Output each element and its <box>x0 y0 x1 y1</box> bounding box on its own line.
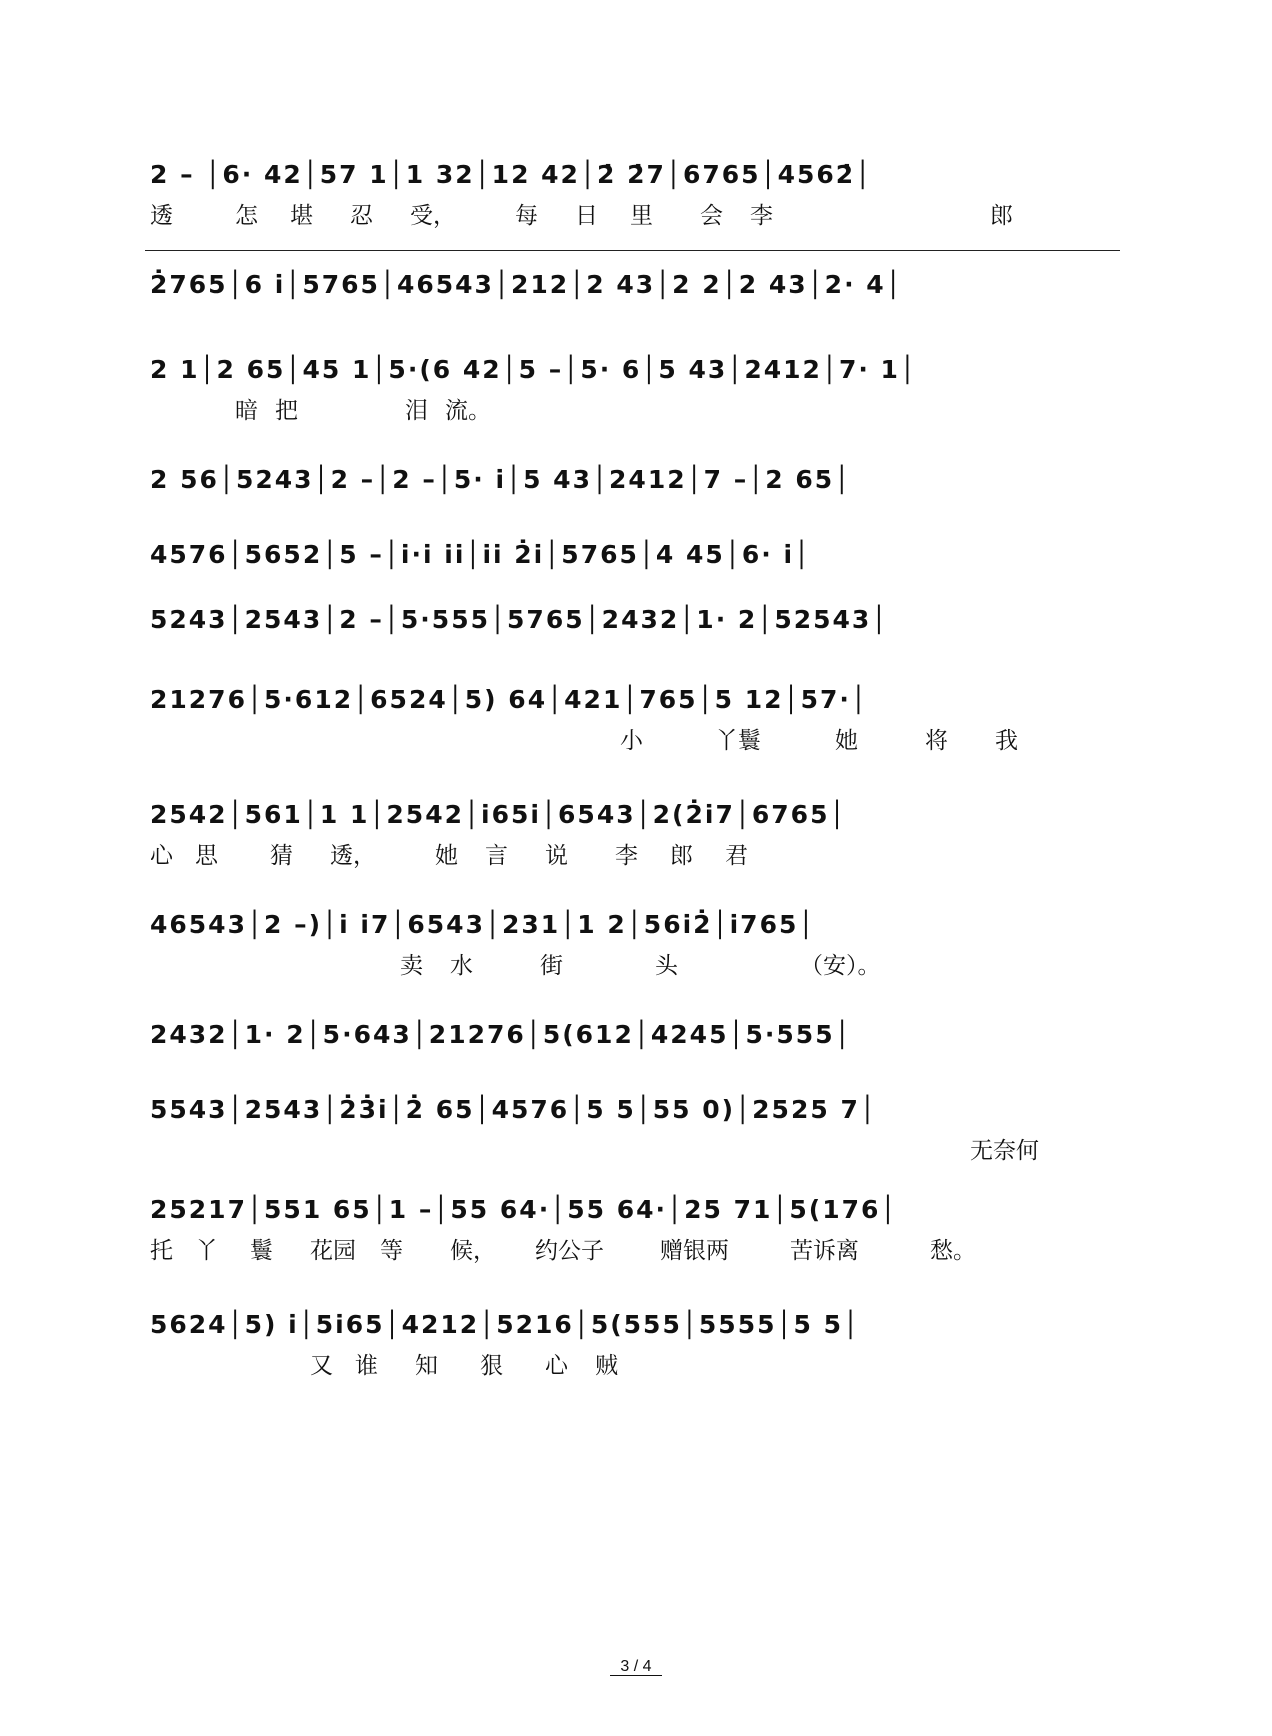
lyric-syllable: 里 <box>630 203 653 229</box>
notation-line: 46543│2 –)│i̇ i̇7│6543│231│1 2│56i̇2̇│i̇765│ <box>150 910 816 939</box>
notation-line: 2542│561│1 1│2542│i̇65i̇│6543│2(2̇i̇7│6765│ <box>150 800 847 829</box>
lyric-syllable: 怎 <box>235 203 258 229</box>
lyric-syllable: 暗 <box>235 398 258 424</box>
lyric-syllable: 头 <box>655 953 678 979</box>
lyric-syllable: 日 <box>575 203 598 229</box>
lyric-syllable: 又 <box>310 1353 333 1379</box>
notation-line: 2432│1· 2│5·643│21276│5(612│4245│5·555│ <box>150 1020 852 1049</box>
lyric-syllable: 猜 <box>270 843 293 869</box>
lyric-syllable: 思 <box>195 843 218 869</box>
lyric-syllable: （安）。 <box>800 953 881 979</box>
lyric-syllable: 堪 <box>290 203 313 229</box>
lyric-syllable: 约公子 <box>535 1238 604 1264</box>
notation-line: 21276│5·612│6524│5) 64│421│765│5 12│57·│ <box>150 685 868 714</box>
lyric-syllable: 心 <box>150 843 173 869</box>
lyric-syllable: 等 <box>380 1238 403 1264</box>
lyric-syllable: 她 <box>835 728 858 754</box>
lyric-syllable: 泪 <box>405 398 428 424</box>
notation-line: 5543│2543│2̇3̇i̇│2̇ 65│4576│5 5│55 0)│2525 7│ <box>150 1095 877 1124</box>
notation-line: 2 1│2 65│45 1│5·(6 42│5 –│5· 6│5 43│2412│7· 1│ <box>150 355 917 384</box>
notation-line: 2̇765│6 i̇│5765│46543│212│2 43│2 2│2 43│2· 4│ <box>150 270 903 299</box>
lyric-syllable: 我 <box>995 728 1018 754</box>
section-divider <box>145 250 1120 251</box>
lyric-syllable: 丫鬟 <box>715 728 761 754</box>
lyric-syllable: 忍 <box>350 203 373 229</box>
notation-line: 2 56│5243│2 –│2 –│5· i̇│5 43│2412│7 –│2 65│ <box>150 465 852 494</box>
lyric-syllable: 透， <box>330 843 376 869</box>
lyric-syllable: 把 <box>275 398 298 424</box>
lyric-syllable: 候， <box>450 1238 496 1264</box>
notation-line: 4576│5652│5 –│i̇·i̇ i̇i̇│i̇i̇ 2̇i̇│5765│4 45│6· i̇│ <box>150 540 812 569</box>
lyric-syllable: 言 <box>485 843 508 869</box>
notation-line: 25217│551 65│1 –│55 64·│55 64·│25 71│5(176│ <box>150 1195 898 1224</box>
lyric-syllable: 街 <box>540 953 563 979</box>
lyric-syllable: 说 <box>545 843 568 869</box>
page-footer <box>0 1658 1272 1676</box>
lyric-syllable: 李 <box>750 203 773 229</box>
lyric-syllable: 花园 <box>310 1238 356 1264</box>
lyric-syllable: 会 <box>700 203 723 229</box>
notation-line: 2 – │6· 42│57 1│1 32│12 42│2̇ 2̇7│6765│4562̇│ <box>150 160 873 189</box>
lyric-syllable: 每 <box>515 203 538 229</box>
lyric-syllable: 她 <box>435 843 458 869</box>
lyric-syllable: 受， <box>410 203 456 229</box>
lyric-syllable: 狠 <box>480 1353 503 1379</box>
lyric-syllable: 郎 <box>990 203 1013 229</box>
lyric-syllable: 李 <box>615 843 638 869</box>
lyric-syllable: 谁 <box>355 1353 378 1379</box>
page-number: 3 / 4 <box>610 1658 661 1676</box>
lyric-syllable: 愁。 <box>930 1238 976 1264</box>
lyric-syllable: 鬟 <box>250 1238 273 1264</box>
lyric-syllable: 无奈何 <box>970 1138 1039 1164</box>
lyric-syllable: 郎 <box>670 843 693 869</box>
lyric-syllable: 丫 <box>195 1238 218 1264</box>
lyric-syllable: 水 <box>450 953 473 979</box>
lyric-syllable: 赠银两 <box>660 1238 729 1264</box>
lyric-syllable: 将 <box>925 728 948 754</box>
lyric-syllable: 托 <box>150 1238 173 1264</box>
lyric-syllable: 流。 <box>445 398 491 424</box>
lyric-syllable: 贼 <box>595 1353 618 1379</box>
lyric-syllable: 心 <box>545 1353 568 1379</box>
lyric-syllable: 知 <box>415 1353 438 1379</box>
lyric-syllable: 卖 <box>400 953 423 979</box>
notation-line: 5243│2543│2 –│5·555│5765│2432│1· 2│52543│ <box>150 605 889 634</box>
lyric-syllable: 君 <box>725 843 748 869</box>
lyric-syllable: 透 <box>150 203 173 229</box>
notation-line: 5624│5) i̇│5i̇65│4212│5216│5(555│5555│5 5│ <box>150 1310 861 1339</box>
lyric-syllable: 苦诉离 <box>790 1238 859 1264</box>
lyric-syllable: 小 <box>620 728 643 754</box>
